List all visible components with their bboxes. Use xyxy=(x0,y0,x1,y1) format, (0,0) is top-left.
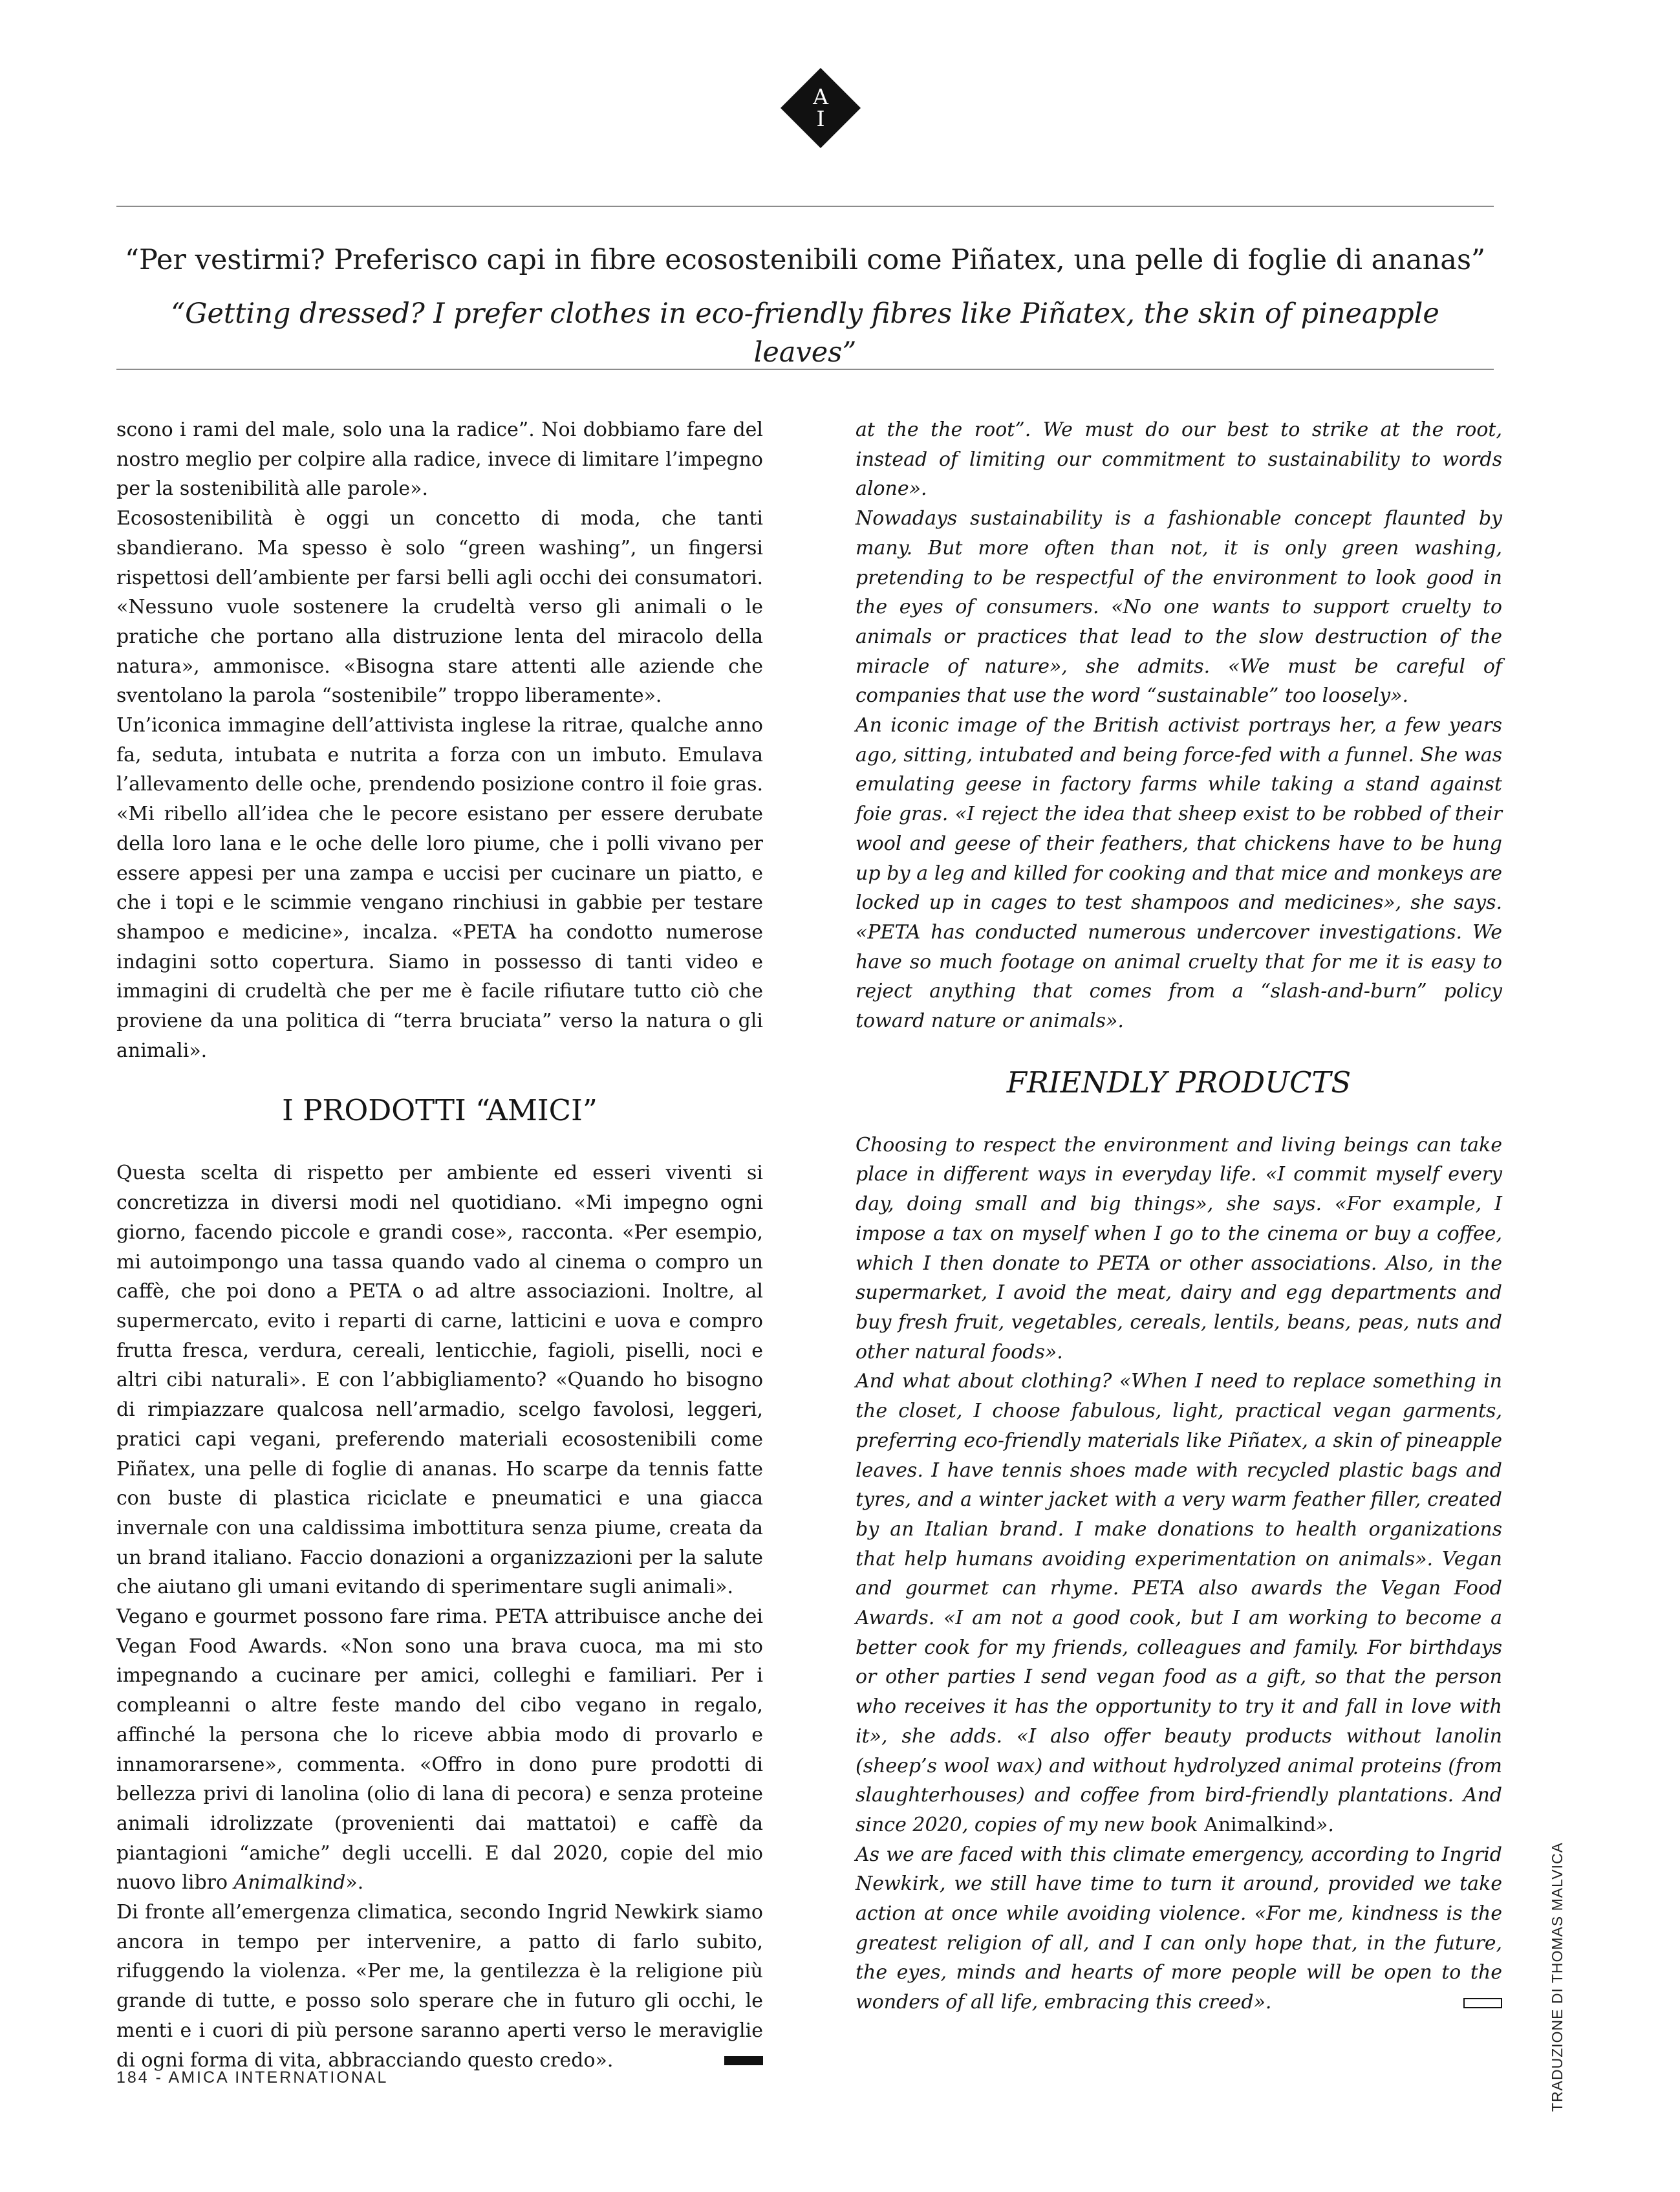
paragraph: Un’iconica immagine dell’attivista inglese la ritrae, qualche anno fa, seduta, intubata e nutrita a forza con un imbuto. Emulava l’allevamento delle oche, prendendo posizione contro il foie gras. «Mi ribello all’idea che le pecore esistano per essere derubate della loro lana e le oche delle loro piume, che i polli vivano per essere appesi per una zampa e uccisi per cucinare un piatto, e che i topi e le scimmie vengano rinchiusi in gabbie per testare shampoo e medicine», incalza. «PETA ha condotto numerose indagini sotto copertura. Siamo in possesso di tanti video e immagini di crudeltà che per me è facile rifiutare tutto ciò che proviene da una politica di “terra bruciata” verso la natura o gli animali». xyxy=(116,714,763,1062)
pull-quote-italian: “Per vestirmi? Preferisco capi in fibre ecosostenibili come Piñatex, una pelle di foglie di ananas” xyxy=(125,244,1485,276)
paragraph xyxy=(116,1898,763,2075)
paragraph xyxy=(856,1840,1502,2017)
end-mark-icon xyxy=(1463,1998,1502,2008)
paragraph: An iconic image of the British activist portrays her, a few years ago, sitting, intubated and being force-fed with a funnel. She was emulating geese in factory farms while taking a stand against foie gras. «I reject the idea that sheep exist to be robbed of their wool and geese of their feathers, that chickens have to be hung up by a leg and killed for cooking and that mice and monkeys are locked up in cages to test shampoos and medicines», she says. «PETA has conducted numerous undercover investigations. We have so much footage on animal cruelty that for me it is easy to reject anything that comes from a “slash-and-burn” policy toward nature or animals». xyxy=(856,714,1502,1033)
book-title: Animalkind xyxy=(233,1871,346,1894)
paragraph: Nowadays sustainability is a fashionable concept flaunted by many. But more often than not, it is only green washing, pretending to be respectful of the environment to look good in the eyes of consumers. «No one wants to support cruelty to animals or practices that lead to the slow destruction of the miracle of nature», she admits. «We must be careful of companies that use the word “sustainable” too loosely». xyxy=(856,507,1502,708)
paragraph xyxy=(856,1367,1502,1839)
italian-column xyxy=(116,415,763,2075)
logo-letter-a: A xyxy=(813,84,828,109)
paragraph-text: Vegano e gourmet possono fare rima. PETA attribuisce anche dei Vegan Food Awards. «Non sono una brava cuoca, ma mi sto impegnando a cucinare per amici, colleghi e familiari. Per i compleanni o altre feste mando del cibo vegano in regalo, affinché la persona che lo riceve abbia modo di provarlo e innamorarsene», commenta. «Offro in dono pure prodotti di bellezza privi di lanolina (olio di lana di pecora) e senza proteine animali idrolizzate (provenienti dai mattatoi) e caffè da piantagioni “amiche” degli uccelli. E dal 2020, copie del mio nuovo libro xyxy=(116,1605,763,1894)
paragraph: Questa scelta di rispetto per ambiente ed esseri viventi si concretizza in diversi modi nel quotidiano. «Mi impegno ogni giorno, facendo piccole e grandi cose», racconta. «Per esempio, mi autoimpongo una tassa quando vado al cinema o compro un caffè, che poi dono a PETA o ad altre associazioni. Inoltre, al supermercato, evito i reparti di carne, latticini e uova e compro frutta fresca, verdura, cereali, lenticchie, fagioli, piselli, noci e altri cibi naturali». E con l’abbigliamento? «Quando ho bisogno di rimpiazzare qualcosa nell’armadio, scelgo favolosi, leggeri, pratici capi vegani, preferendo materiali ecosostenibili come Piñatex, una pelle di foglie di ananas. Ho scarpe da tennis fatte con buste di plastica riciclate e pneumatici e una giacca invernale con una caldissima imbottitura senza piume, creata da un brand italiano. Faccio donazioni a organizzazioni per la salute che aiutano gli umani evitando di sperimentare sugli animali». xyxy=(116,1162,763,1599)
section-heading: I PRODOTTI “AMICI” xyxy=(282,1093,598,1128)
book-suffix: ». xyxy=(1315,1813,1334,1836)
quote-top-rule xyxy=(116,206,1494,207)
translator-credit: TRADUZIONE DI THOMAS MALVICA xyxy=(1549,1842,1566,2112)
paragraph-text: Di fronte all’emergenza climatica, secondo Ingrid Newkirk siamo ancora in tempo per intervenire, a patto di farlo subito, rifuggendo la violenza. «Per me, la gentilezza è la religione più grande di tutte, e posso solo sperare che in futuro gli occhi, le menti e i cuori di più persone saranno aperti verso le meraviglie di ogni forma di vita, abbracciando questo credo». xyxy=(116,1901,763,2072)
page-footer: 184 - AMICA INTERNATIONAL xyxy=(116,2068,389,2087)
paragraph xyxy=(116,1602,763,1898)
paragraph: Ecosostenibilità è oggi un concetto di moda, che tanti sbandierano. Ma spesso è solo “green washing”, un fingersi rispettosi dell’ambiente per farsi belli agli occhi dei consumatori. «Nessuno vuole sostenere la crudeltà verso gli animali o le pratiche che portano alla distruzione lenta del miracolo della natura», ammonisce. «Bisogna stare attenti alle aziende che sventolano la parola “sostenibile” troppo liberamente». xyxy=(116,507,763,708)
section-heading: FRIENDLY PRODUCTS xyxy=(1006,1065,1352,1100)
amica-international-logo xyxy=(781,68,861,148)
end-mark-icon xyxy=(724,2056,763,2065)
paragraph: scono i rami del male, solo una la radice”. Noi dobbiamo fare del nostro meglio per colpire alla radice, invece di limitare l’impegno per la sostenibilità alle parole». xyxy=(116,418,763,501)
logo-letter-i: I xyxy=(816,106,825,131)
book-suffix: ». xyxy=(345,1871,364,1894)
paragraph: Choosing to respect the environment and living beings can take place in different ways in everyday life. «I commit myself every day, doing small and big things», she says. «For example, I impose a tax on myself when I go to the cinema or buy a coffee, which I then donate to PETA or other associations. Also, in the supermarket, I avoid the meat, dairy and egg departments and buy fresh fruit, vegetables, cereals, lentils, beans, peas, nuts and other natural foods». xyxy=(856,1133,1502,1363)
pull-quote-english: “Getting dressed? I prefer clothes in eco-friendly fibres like Piñatex, the skin of pineapple leaves” xyxy=(171,298,1439,369)
paragraph-text: And what about clothing? «When I need to replace something in the closet, I choose fabulous, light, practical vegan garments, preferring eco-friendly materials like Piñatex, a skin of pineapple leaves. I have tennis shoes made with recycled plastic bags and tyres, and a winter jacket with a very warm feather filler, created by an Italian brand. I make donations to health organizations that help humans avoiding experimentation on animals». Vegan and gourmet can rhyme. PETA also awards the Vegan Food Awards. «I am not a good cook, but I am working to become a better cook for my friends, colleagues and family. For birthdays or other parties I send vegan food as a gift, so that the person who receives it has the opportunity to try it and fall in love with it», she adds. «I also offer beauty products without lanolin (sheep’s wool wax) and without hydrolyzed animal proteins (from slaughterhouses) and coffee from bird-friendly plantations. And since 2020, copies of my new book xyxy=(856,1370,1502,1836)
paragraph-text: As we are faced with this climate emergency, according to Ingrid Newkirk, we still have time to turn it around, provided we take action at once while avoiding violence. «For me, kindness is the greatest religion of all, and I can only hope that, in the future, the eyes, minds and hearts of more people will be open to the wonders of all life, embracing this creed». xyxy=(856,1843,1502,2014)
quote-bottom-rule xyxy=(116,369,1494,370)
paragraph: at the the root”. We must do our best to strike at the root, instead of limiting our commitment to sustainability to words alone». xyxy=(856,418,1502,501)
english-column xyxy=(856,415,1502,2017)
book-title: Animalkind xyxy=(1204,1813,1316,1836)
